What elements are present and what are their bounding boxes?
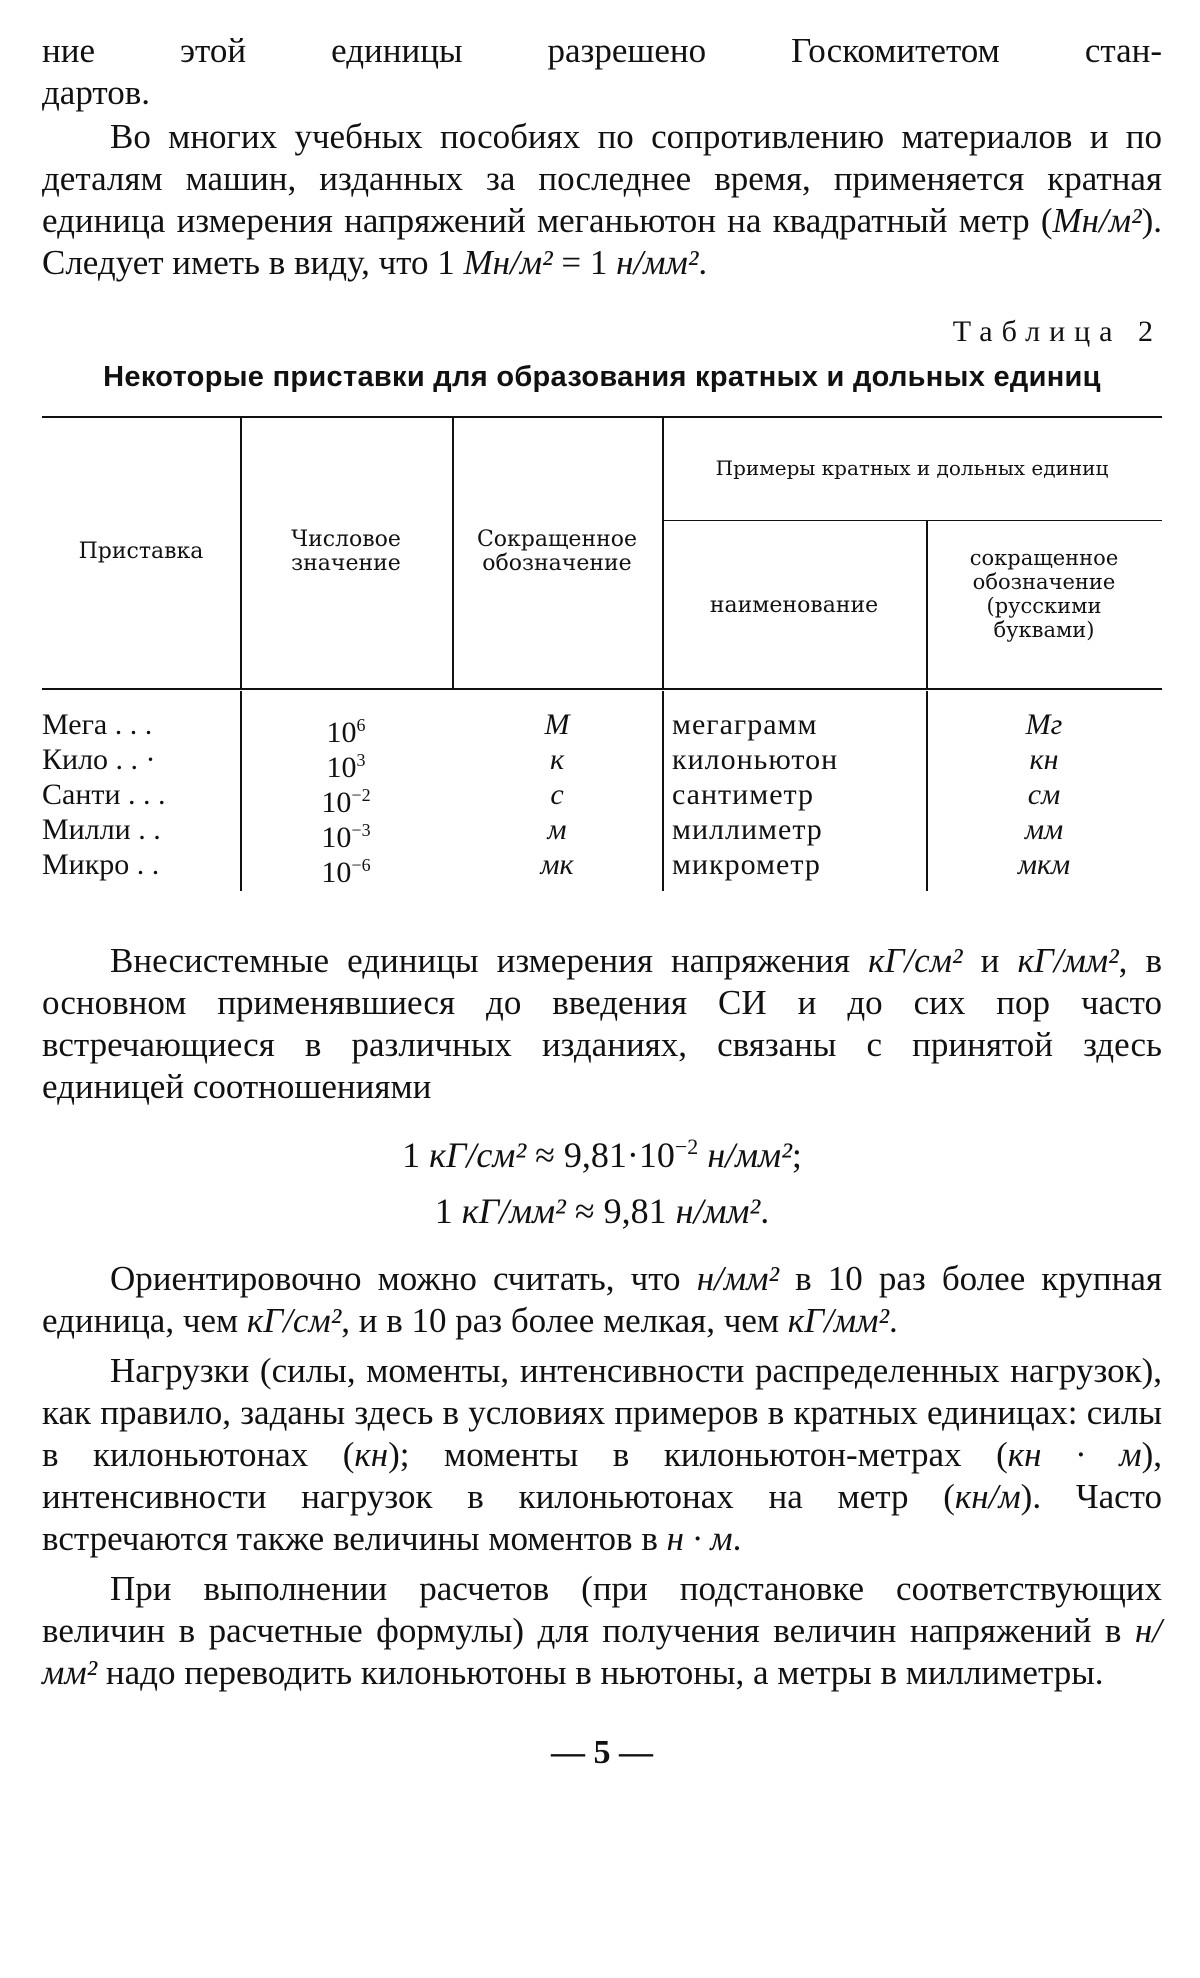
text-run: ); моменты в килоньютон-метрах (	[388, 1435, 1008, 1474]
table-row	[42, 743, 1162, 784]
unit-text: кн	[354, 1435, 389, 1474]
page-number: — 5 —	[551, 1734, 653, 1771]
cell-unit: см	[1027, 778, 1061, 811]
cell-prefix: Микро . .	[42, 848, 160, 881]
unit-text: н/мм²	[616, 243, 699, 282]
formula-unit: н/мм²	[698, 1135, 792, 1175]
header-line: Сокращенное	[476, 527, 638, 552]
text-run: и	[962, 941, 1018, 980]
header-line: буквами)	[993, 618, 1095, 642]
formula-exponent: −2	[674, 1134, 699, 1159]
text-run: Во многих учебных пособиях по сопротивлению материалов и по деталям машин, изданных за последнее время, применяется кратная единица измерения напряжений меганьютон на квадратный метр (	[42, 117, 1162, 240]
table-header-rule	[42, 688, 1162, 690]
text-run: ), интенсивности нагрузок в килоньютонах на метр (	[42, 1435, 1162, 1516]
header-line: сокращенное	[969, 546, 1119, 570]
cell-prefix: Милли . .	[42, 813, 161, 846]
header-line: значение	[291, 551, 401, 576]
paragraph-comparison	[42, 1258, 1162, 1342]
table-top-rule	[42, 416, 1162, 418]
power-base: 10	[321, 821, 352, 854]
cell-prefix: Мега . . .	[42, 708, 153, 741]
header-value	[240, 528, 452, 576]
header-abbreviation	[452, 528, 662, 576]
power-base: 10	[326, 751, 357, 784]
cell-prefix: Санти . . .	[42, 778, 166, 811]
text-run: = 1	[552, 243, 617, 282]
header-examples: Примеры кратных и дольных единиц	[715, 456, 1109, 480]
cell-unit: кн	[1029, 743, 1059, 776]
table-number: Таблица 2	[952, 315, 1162, 348]
unit-text: Мн/м²	[463, 243, 553, 282]
table-row	[42, 778, 1162, 819]
unit-text: н/мм²	[42, 1611, 1162, 1692]
unit-text: кн/м	[954, 1477, 1021, 1516]
cell-name: миллиметр	[672, 813, 823, 846]
table-row	[42, 848, 1162, 889]
cell-unit: мкм	[1017, 848, 1071, 881]
table-subheader-rule	[662, 520, 1162, 521]
text-run: Нагрузки (силы, моменты, интенсивности распределенных нагрузок), как правило, заданы здесь в условиях примеров в кратных единицах: силы в килоньютонах (	[42, 1351, 1162, 1474]
formula-part: ;	[791, 1135, 802, 1175]
header-line: Числовое	[291, 527, 401, 552]
power-base: 10	[321, 786, 352, 819]
cell-prefix: Кило . . ·	[42, 743, 156, 776]
text-run: .	[888, 1301, 898, 1340]
cell-name: сантиметр	[672, 778, 814, 811]
unit-text: н/мм²	[696, 1259, 779, 1298]
power-base: 10	[326, 716, 357, 749]
text-run: Внесистемные единицы измерения напряжения	[110, 941, 869, 980]
text-run: надо переводить килоньютоны в ньютоны, а метры в миллиметры.	[97, 1653, 1104, 1692]
paragraph-loads	[42, 1350, 1162, 1560]
formula-unit: н/мм²	[675, 1191, 761, 1231]
text-run: ). Часто встречаются также величины моментов в	[42, 1477, 1162, 1558]
header-unit-abbreviation	[926, 546, 1162, 642]
formula-kgf-cm2	[42, 1122, 1162, 1180]
power-exponent: −2	[351, 785, 371, 805]
header-line: (русскими	[986, 594, 1102, 618]
power-exponent: −3	[351, 820, 371, 840]
text-run: .	[698, 243, 708, 282]
formula-unit: кГ/см²	[429, 1135, 527, 1175]
text-run: При выполнении расчетов (при подстановке соответствующих величин в расчетные формулы) для получения величин напряжений в	[42, 1569, 1162, 1650]
unit-text: кГ/см²	[246, 1301, 342, 1340]
unit-text: кГ/мм²	[1017, 941, 1119, 980]
table-row	[42, 708, 1162, 749]
cell-abbreviation: мк	[540, 848, 574, 881]
text-run: , в основном применявшиеся до введения СИ и до сих пор часто встречающиеся в различных изданиях, связаны с принятой здесь единицей соотношениями	[42, 941, 1162, 1106]
table-title: Некоторые приставки для образования кратных и дольных единиц	[103, 361, 1101, 393]
header-line: обозначение	[972, 570, 1116, 594]
paragraph-legacy-units	[42, 940, 1162, 1108]
cell-unit: Мг	[1025, 708, 1063, 741]
cell-abbreviation: к	[549, 743, 565, 776]
cell-name: микрометр	[672, 848, 821, 881]
text-run: ). Следует иметь в виду, что 1	[42, 201, 1162, 282]
cell-name: мегаграмм	[672, 708, 818, 741]
unit-text: кн · м	[1007, 1435, 1142, 1474]
power-exponent: 6	[356, 715, 366, 735]
cell-abbreviation: с	[550, 778, 564, 811]
text-run: в 10 раз более крупная единица, чем	[42, 1259, 1163, 1340]
paragraph-calculations	[42, 1568, 1162, 1694]
paragraph-megapascal	[42, 116, 1162, 284]
formula-part: .	[760, 1191, 770, 1231]
power-exponent: −6	[351, 855, 371, 875]
unit-text: Мн/м²	[1052, 201, 1142, 240]
power-exponent: 3	[356, 750, 366, 770]
cell-name: килоньютон	[672, 743, 839, 776]
table-row	[42, 813, 1162, 854]
header-prefix: Приставка	[78, 539, 204, 564]
formula-part: 1	[402, 1135, 430, 1175]
formula-part: ≈ 9,81	[565, 1191, 676, 1231]
header-name: наименование	[709, 593, 879, 618]
text-run: Ориентировочно можно считать, что	[110, 1259, 697, 1298]
unit-text: кГ/см²	[868, 941, 963, 980]
text-run: .	[732, 1519, 742, 1558]
unit-text: кГ/мм²	[787, 1301, 889, 1340]
cell-unit: мм	[1024, 813, 1064, 846]
text-line: дартов.	[42, 73, 150, 112]
formula-unit: кГ/мм²	[461, 1191, 566, 1231]
formula-part: ≈ 9,81·10	[526, 1135, 675, 1175]
header-line: обозначение	[482, 551, 632, 576]
table-body	[42, 708, 1162, 889]
paragraph-continuation	[42, 30, 1162, 72]
paragraph-continuation-end	[42, 72, 1162, 114]
book-page	[42, 30, 1162, 1772]
power-base: 10	[321, 856, 352, 889]
text-line: ние этой единицы разрешено Госкомитетом стан-	[42, 31, 1162, 70]
cell-abbreviation: М	[544, 708, 570, 741]
cell-abbreviation: м	[547, 813, 567, 846]
text-run: , и в 10 раз более мелкая, чем	[341, 1301, 788, 1340]
prefix-table	[42, 416, 1162, 898]
unit-text: н · м	[666, 1519, 733, 1558]
formula-kgf-mm2	[42, 1186, 1162, 1236]
formula-part: 1	[434, 1191, 462, 1231]
cell-value	[240, 848, 452, 890]
